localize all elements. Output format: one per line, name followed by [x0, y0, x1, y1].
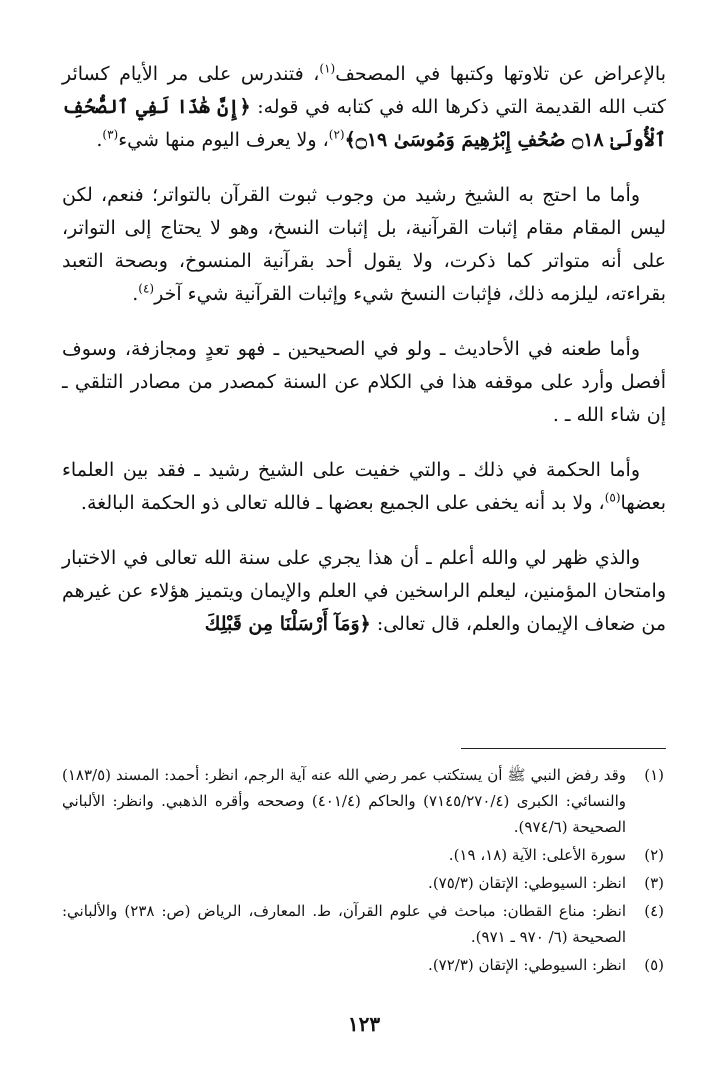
paragraph [62, 454, 666, 520]
paragraph-text: والذي ظهر لي والله أعلم ـ أن هذا يجري على سنة الله تعالى في الاختبار وامتحان المؤمنين، ليعلم الراسخين في العلم والإيمان ويتميز هؤلاء عن غيرهم من ضعاف الإيمان والعلم، قال تعالى: [62, 547, 666, 635]
paragraph-text: وأما ما احتج به الشيخ رشيد من وجوب ثبوت القرآن بالتواتر؛ فنعم، لكن ليس المقام مقام إثبات القرآنية، بل إثبات النسخ، وهو لا يحتاج إلى التواتر، على أنه متواتر كما ذكرت، ولا يقول أحد بقرآنية المنسوخ، وبصحة التعبد بقراءته، ليلزمه ذلك، فإثبات النسخ شيء وإثبات القرآنية شيء آخر [62, 184, 666, 305]
paragraph-text: . [96, 129, 103, 151]
footnote [62, 898, 666, 950]
paragraph [62, 179, 666, 311]
footnote-text: انظر: السيوطي: الإتقان (٧٥/٣). [428, 874, 626, 892]
paragraph-text: ، ولا يعرف اليوم منها شيء [118, 129, 329, 151]
footnote-ref: (٤) [138, 281, 155, 296]
book-page [62, 0, 666, 1091]
footnote [62, 762, 666, 840]
footnote-number: (١) [644, 766, 664, 784]
footnote [62, 842, 666, 868]
paragraph-text: بالإعراض عن تلاوتها وكتبها في المصحف [335, 63, 667, 85]
footnote-ref: (٥) [604, 490, 621, 505]
footnote-number: (٣) [644, 874, 664, 892]
footnote-number: (٢) [644, 846, 664, 864]
paragraph-text: وأما طعنه في الأحاديث ـ ولو في الصحيحين ـ فهو تعدٍ ومجازفة، وسوف أفصل وأرد على موقفه هذا في الكلام عن السنة كمصدر من مصادر التلقي ـ إن شاء الله ـ . [62, 338, 666, 426]
paragraph-text: ، فتندرس على مر الأيام كسائر كتب الله القديمة التي ذكرها الله في كتابه في قوله: [62, 63, 666, 118]
footnote-ref: (٣) [102, 127, 119, 142]
footnote-ref: (٢) [328, 127, 345, 142]
main-text [62, 58, 666, 663]
paragraph-text: ، ولا بد أنه يخفى على الجميع بعضها ـ فالله تعالى ذو الحكمة البالغة. [80, 492, 605, 514]
footnotes [62, 762, 666, 980]
paragraph [62, 58, 666, 157]
footnote-text: انظر: السيوطي: الإتقان (٧٢/٣). [428, 956, 626, 974]
footnote [62, 952, 666, 978]
footnote [62, 870, 666, 896]
page-number: ١٢٣ [347, 1012, 381, 1036]
footnote-number: (٤) [644, 902, 664, 920]
footnote-text: وقد رفض النبي ﷺ أن يستكتب عمر رضي الله عنه آية الرجم، انظر: أحمد: المسند (١٨٣/٥) والنسائي: الكبرى (٧١٤٥/٢٧٠/٤) والحاكم (٤٠١/٤) وصححه وأقره الذهبي. وانظر: الألباني الصحيحة (٩٧٤/٦). [62, 766, 626, 836]
footnote-text: انظر: مناع القطان: مباحث في علوم القرآن، ط. المعارف، الرياض (ص: ٢٣٨) والألباني: الصحيحة (٦/ ٩٧٠ ـ ٩٧١). [62, 902, 627, 946]
footnote-text: سورة الأعلى: الآية (١٨، ١٩). [448, 846, 626, 864]
footnote-number: (٥) [644, 956, 664, 974]
paragraph [62, 542, 666, 641]
footnote-divider [461, 748, 666, 749]
footnote-ref: (١) [319, 61, 336, 76]
paragraph-text: . [132, 283, 139, 305]
quran-quote: ﴿وَمَآ أَرْسَلْنَا مِن قَبْلِكَ [204, 613, 371, 635]
paragraph-text: وأما الحكمة في ذلك ـ والتي خفيت على الشيخ رشيد ـ فقد بين العلماء بعضها [62, 459, 666, 514]
paragraph [62, 333, 666, 432]
quran-quote: ﴿إِنَّ هَٰذَا لَفِي ٱلصُّحُفِ ٱلْأُولَىٰ ۝١٨ صُحُفِ إِبْرَٰهِيمَ وَمُوسَىٰ ۝١٩﴾ [62, 96, 666, 151]
